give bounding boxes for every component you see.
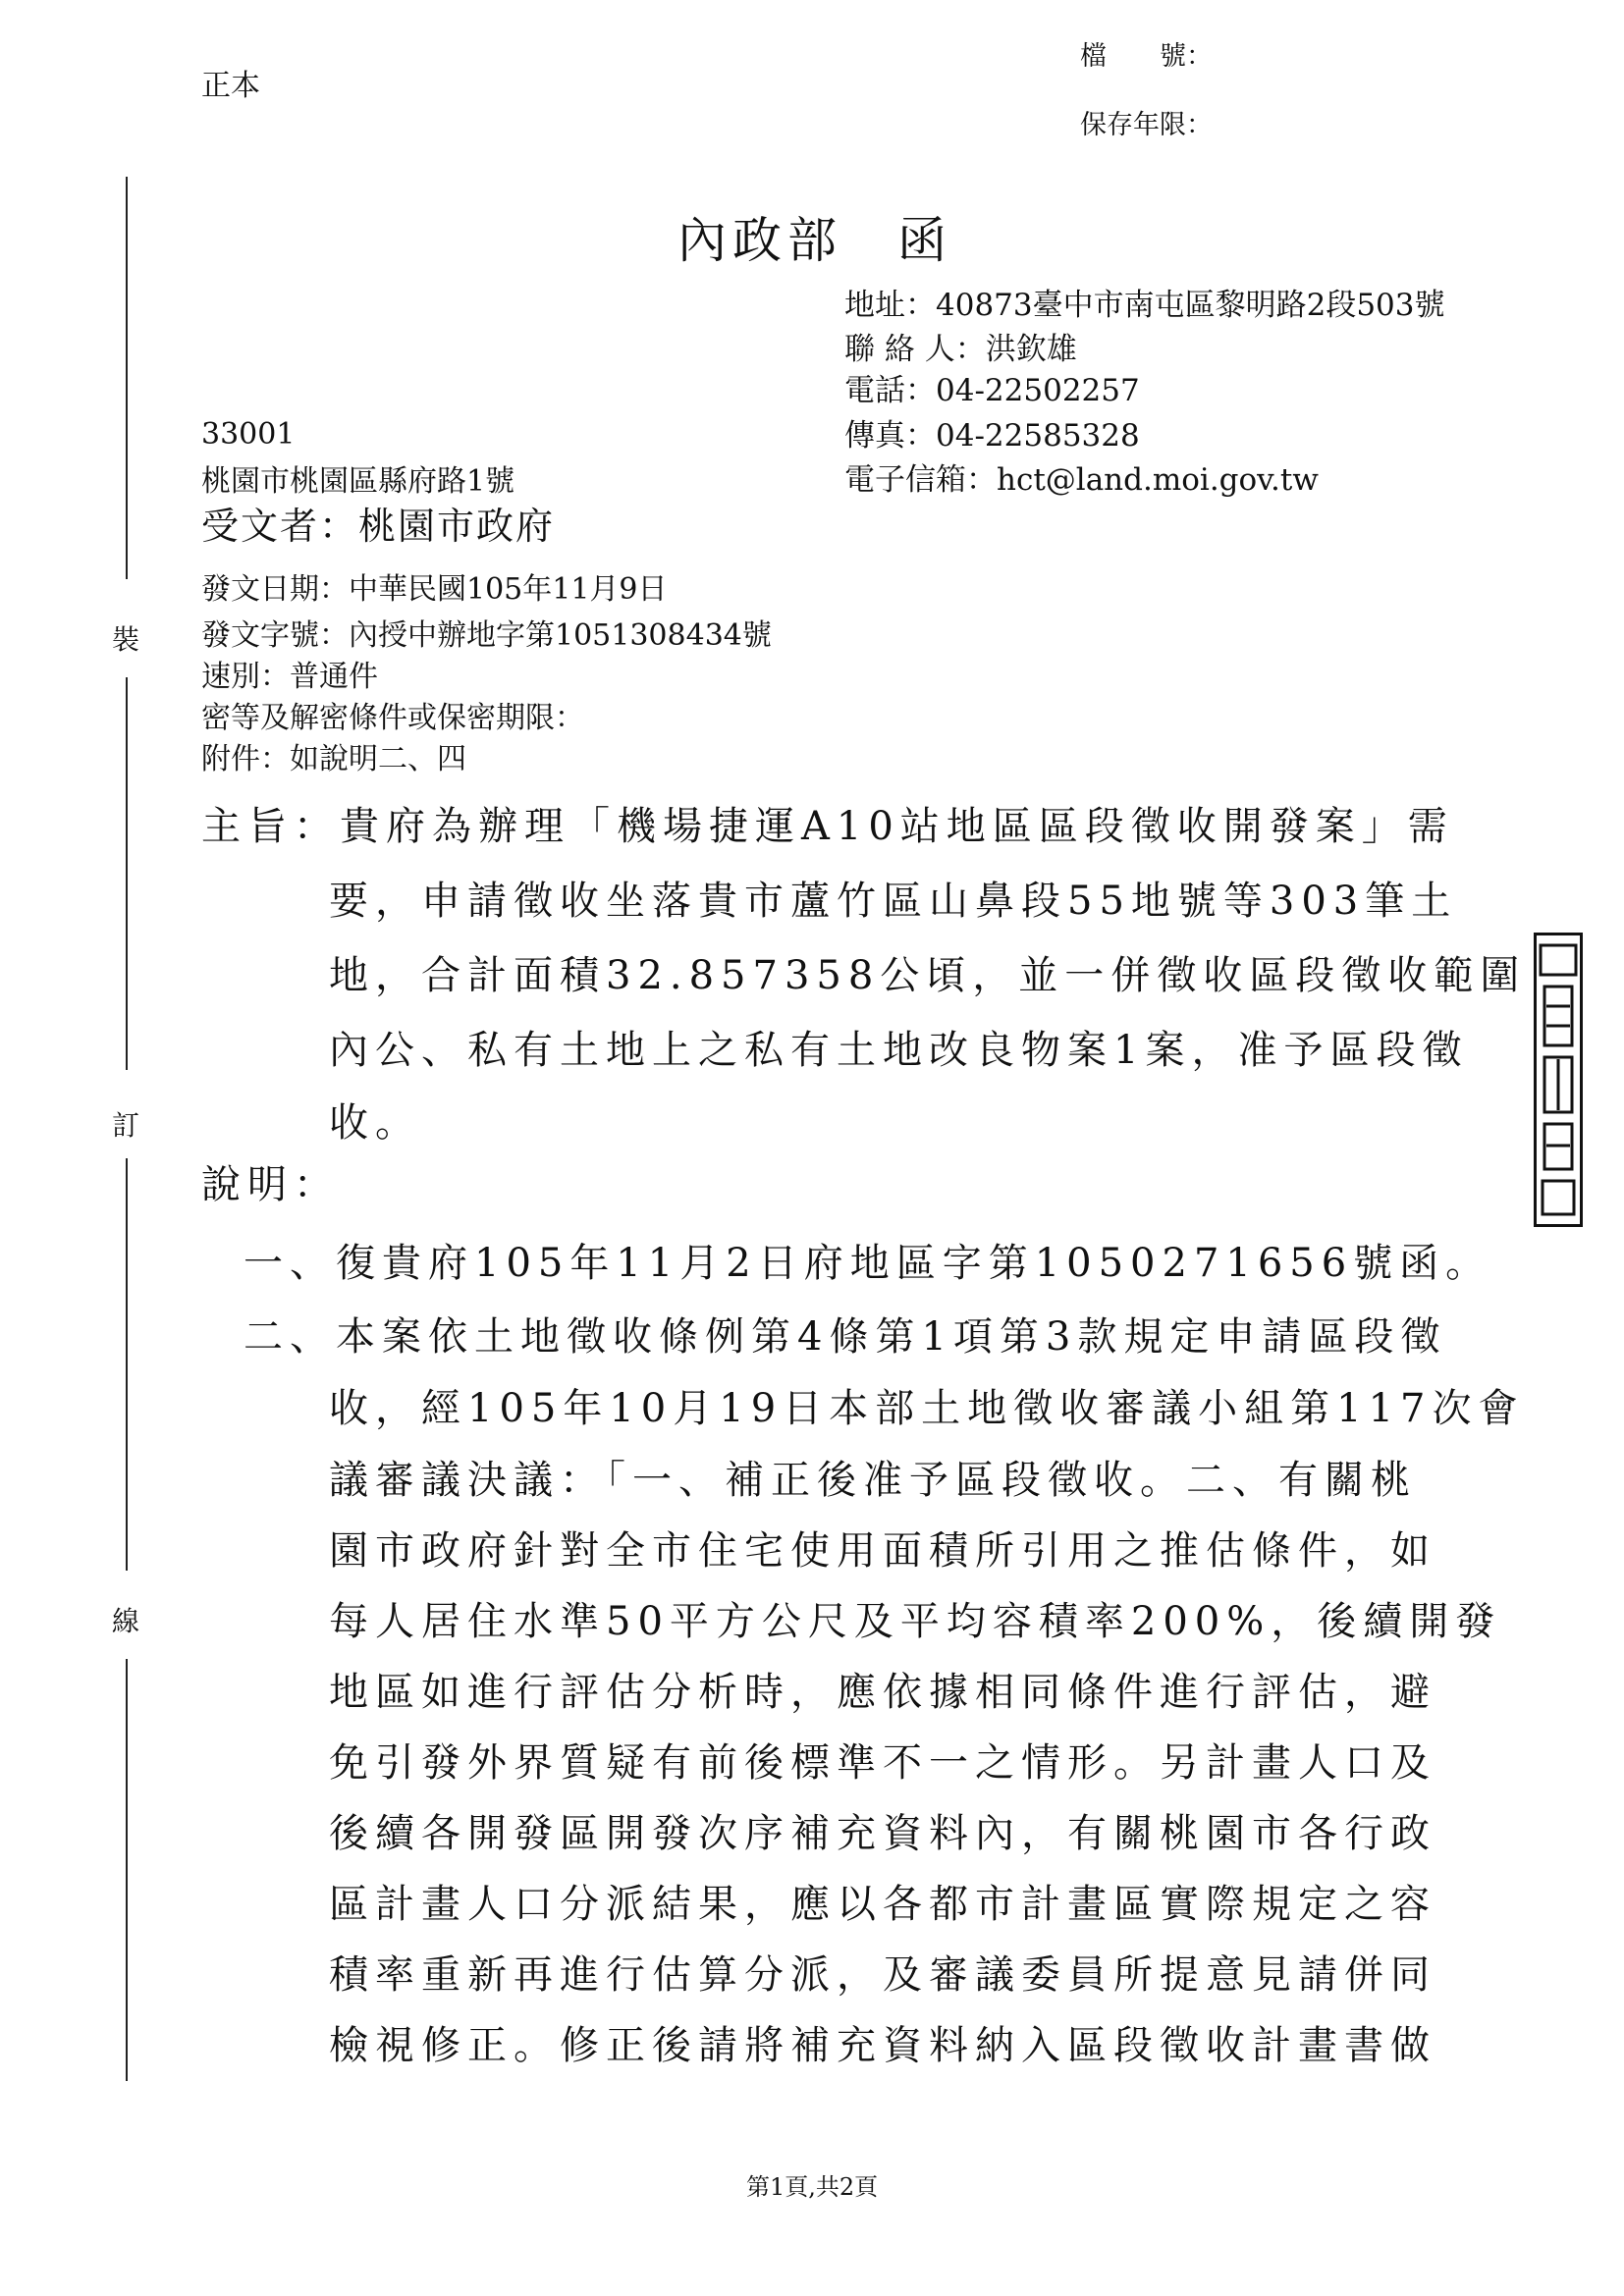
page-number: 第1頁,共2頁	[746, 2173, 879, 2201]
sender-email: 電子信箱：hct@land.moi.gov.tw	[844, 462, 1319, 498]
secrecy-level: 密等及解密條件或保密期限：	[201, 701, 584, 735]
sender-contact-person: 聯 絡 人：洪欽雄	[844, 332, 1077, 367]
item2-line: 後續各開發區開發次序補充資料內，有關桃園市各行政	[329, 1811, 1436, 1856]
sender-address: 地址：40873臺中市南屯區黎明路2段503號	[844, 288, 1445, 323]
binding-char-xian: 線	[112, 1605, 140, 1637]
item2-line: 免引發外界質疑有前後標準不一之情形。另計畫人口及	[329, 1740, 1436, 1786]
delivery-speed: 速別：普通件	[201, 660, 378, 694]
document-number: 發文字號：內授中辦地字第1051308434號	[201, 618, 772, 653]
item2-line: 議審議決議：「一、補正後准予區段徵收。二、有關桃	[329, 1458, 1417, 1503]
subject-line: 內公、私有土地上之私有土地改良物案1案，准予區段徵	[329, 1028, 1469, 1073]
recipient-address: 桃園市桃園區縣府路1號	[201, 464, 515, 499]
file-number-label: 檔 號：	[1080, 41, 1213, 72]
item2-line: 每人居住水準50平方公尺及平均容積率200%，後續開發	[329, 1599, 1502, 1644]
receipt-stamp	[1534, 933, 1583, 1227]
original-copy-label: 正本	[201, 69, 260, 103]
item2-line: 二、本案依土地徵收條例第4條第1項第3款規定申請區段徵	[244, 1314, 1447, 1360]
subject-line: 要，申請徵收坐落貴市蘆竹區山鼻段55地號等303筆土	[329, 879, 1458, 924]
item2-line: 檢視修正。修正後請將補充資料納入區段徵收計畫書做	[329, 2023, 1436, 2068]
issue-date: 發文日期：中華民國105年11月9日	[201, 572, 668, 607]
item2-line: 區計畫人口分派結果，應以各都市計畫區實際規定之容	[329, 1882, 1436, 1927]
sender-fax: 傳真：04-22585328	[844, 418, 1140, 454]
stamp-marks	[1537, 937, 1580, 1222]
recipient-name: 受文者：桃園市政府	[201, 505, 556, 548]
explanation-label: 說明：	[201, 1162, 340, 1207]
binding-char-zhuang: 裝	[112, 623, 140, 656]
retention-period-label: 保存年限：	[1080, 110, 1213, 140]
subject-line: 地，合計面積32.857358公頃，並一併徵收區段徵收範圍	[329, 953, 1527, 998]
attachment-note: 附件：如說明二、四	[201, 742, 466, 776]
sender-phone: 電話：04-22502257	[844, 373, 1140, 408]
item2-line: 地區如進行評估分析時，應依據相同條件進行評估，避	[329, 1670, 1436, 1715]
binding-char-ding: 訂	[112, 1109, 140, 1142]
document-title: 內政部 函	[677, 212, 952, 269]
item2-line: 積率重新再進行估算分派，及審議委員所提意見請併同	[329, 1952, 1436, 1998]
recipient-postal-code: 33001	[201, 417, 296, 452]
explanation-item-1: 一、復貴府105年11月2日府地區字第1050271656號函。	[244, 1241, 1492, 1286]
subject-line: 主旨：貴府為辦理「機場捷運A10站地區區段徵收開發案」需	[201, 804, 1454, 849]
item2-line: 園市政府針對全市住宅使用面積所引用之推估條件，如	[329, 1528, 1436, 1574]
item2-line: 收，經105年10月19日本部土地徵收審議小組第117次會	[329, 1386, 1525, 1431]
subject-line: 收。	[329, 1100, 421, 1146]
